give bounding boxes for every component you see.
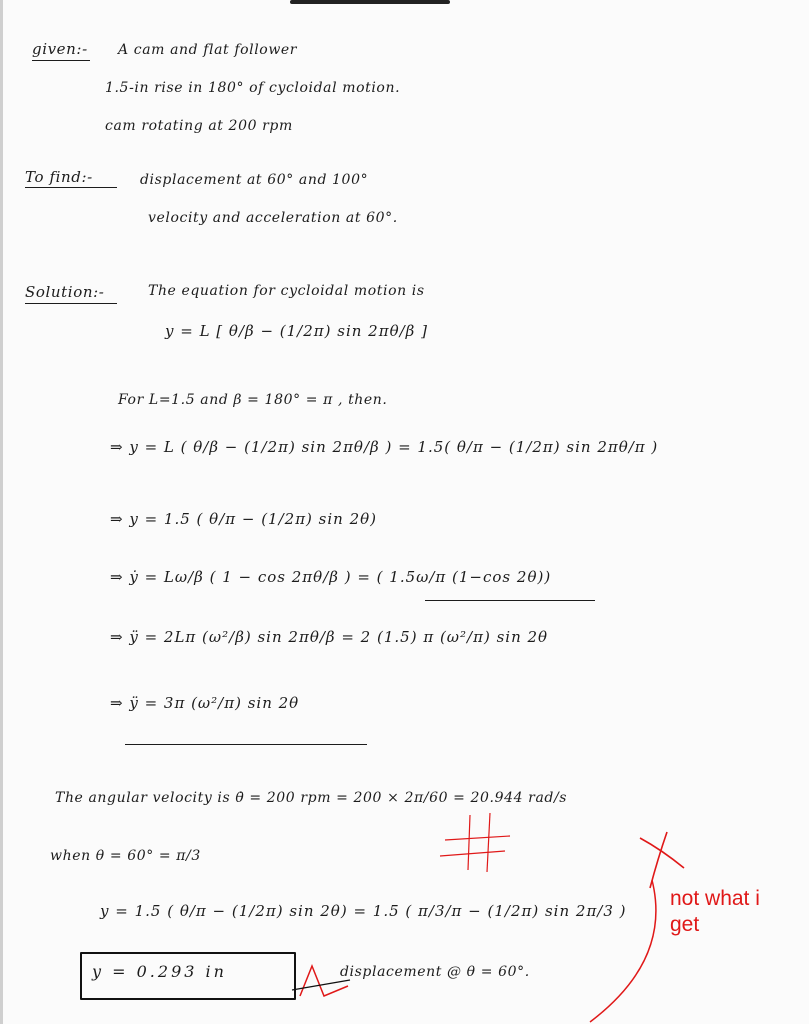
equation-2: ⇒ y = 1.5 ( θ/π − (1/2π) sin 2θ) xyxy=(110,510,378,528)
substitution-line: y = 1.5 ( θ/π − (1/2π) sin 2θ) = 1.5 ( π/3/π − (1/2π) sin 2π/3 ) xyxy=(100,902,627,920)
given-values-line: For L=1.5 and β = 180° = π , then. xyxy=(118,392,388,408)
cross-mark-icon xyxy=(640,832,684,888)
answer-note: displacement @ θ = 60°. xyxy=(340,964,530,980)
angular-velocity-line: The angular velocity is θ̇ = 200 rpm = 200 × 2π/60 = 20.944 rad/s xyxy=(55,790,568,806)
answer-value: y = 0.293 in xyxy=(92,962,227,981)
to-find-label: To find:- xyxy=(25,168,93,186)
solution-label: Solution:- xyxy=(25,283,105,301)
hash-mark-icon xyxy=(440,813,510,872)
given-label: given:- xyxy=(32,40,88,58)
when-line: when θ = 60° = π/3 xyxy=(50,848,201,864)
red-annotation-note: not what i get xyxy=(670,887,760,936)
to-find-line-2: velocity and acceleration at 60°. xyxy=(148,210,398,226)
to-find-line-1: displacement at 60° and 100° xyxy=(140,172,369,188)
equation-5-acceleration: ⇒ ÿ = 3π (ω²/π) sin 2θ xyxy=(110,694,300,712)
given-line-2: 1.5-in rise in 180° of cycloidal motion. xyxy=(105,80,401,96)
given-line-1: A cam and flat follower xyxy=(118,42,298,58)
equation-3-velocity: ⇒ ẏ = Lω/β ( 1 − cos 2πθ/β ) = ( 1.5ω/π (1−cos 2θ)) xyxy=(110,568,552,586)
equation-1: ⇒ y = L ( θ/β − (1/2π) sin 2πθ/β ) = 1.5( θ/π − (1/2π) sin 2πθ/π ) xyxy=(110,438,659,456)
red-arc-icon xyxy=(590,880,656,1022)
equation-4-acceleration: ⇒ ÿ = 2Lπ (ω²/β) sin 2πθ/β = 2 (1.5) π (ω²/π) sin 2θ xyxy=(110,628,549,646)
given-line-3: cam rotating at 200 rpm xyxy=(105,118,293,134)
solution-intro: The equation for cycloidal motion is xyxy=(148,283,425,299)
equation-general: y = L [ θ/β − (1/2π) sin 2πθ/β ] xyxy=(165,322,428,340)
